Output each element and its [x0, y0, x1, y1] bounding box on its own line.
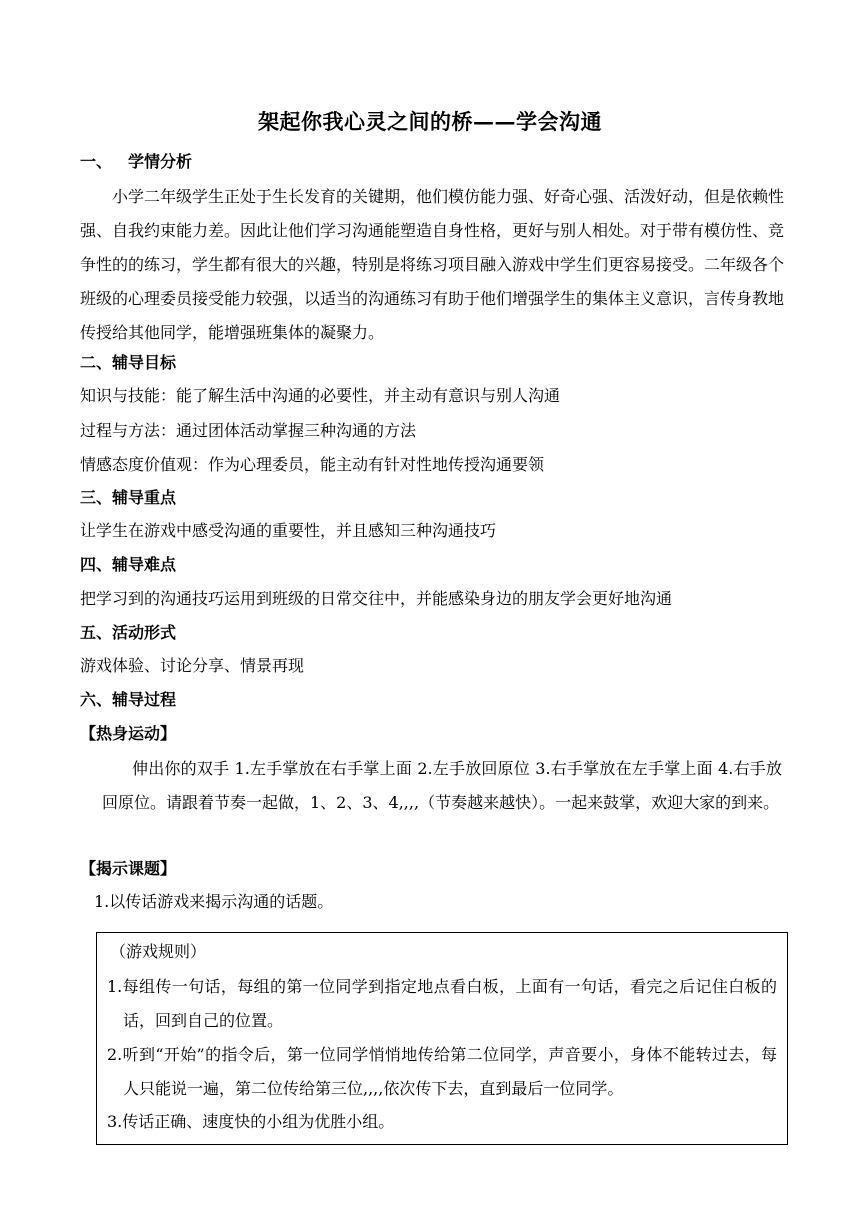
game-rules-title: （游戏规则）	[110, 942, 207, 961]
section-label: 学情分析	[128, 152, 193, 171]
goal-item-process: 过程与方法：通过团体活动掌握三种沟通的方法	[80, 421, 417, 440]
section-3-text: 让学生在游戏中感受沟通的重要性，并且感知三种沟通技巧	[80, 521, 497, 540]
goal-item-attitude: 情感态度价值观：作为心理委员，能主动有针对性地传授沟通要领	[80, 455, 545, 474]
document-title: 架起你我心灵之间的桥——学会沟通	[258, 109, 602, 134]
game-rule-item	[107, 1038, 777, 1106]
warmup-label: 【热身运动】	[80, 724, 177, 743]
section-4-text: 把学习到的沟通技巧运用到班级的日常交往中，并能感染身边的朋友学会更好地沟通	[80, 589, 673, 608]
section-number: 一、	[80, 152, 113, 171]
game-rule-item	[107, 970, 777, 1038]
game-rule-text: 3.传话正确、速度快的小组为优胜小组。	[107, 1112, 395, 1131]
section-heading-2: 二、辅导目标	[80, 353, 177, 372]
section-heading-5: 五、活动形式	[80, 623, 177, 642]
section-heading-1	[80, 151, 192, 173]
reveal-label: 【揭示课题】	[80, 859, 177, 878]
game-rule-item	[107, 1105, 777, 1139]
game-rule-text: 1.每组传一句话，每组的第一位同学到指定地点看白板，上面有一句话，看完之后记住白板的话，回到自己的位置。	[107, 977, 777, 1030]
goal-item-knowledge: 知识与技能：能了解生活中沟通的必要性，并主动有意识与别人沟通	[80, 386, 561, 405]
section-heading-3: 三、辅导重点	[80, 488, 177, 507]
section-5-text: 游戏体验、讨论分享、情景再现	[80, 656, 305, 675]
game-rule-text: 2.听到“开始”的指令后，第一位同学悄悄地传给第二位同学，声音要小，身体不能转过去，每人只能说一遍，第二位传给第三位,,,,依次传下去，直到最后一位同学。	[107, 1045, 777, 1098]
section-1-paragraph: 小学二年级学生正处于生长发育的关键期，他们模仿能力强、好奇心强、活泼好动，但是依赖性强、自我约束能力差。因此让他们学习沟通能塑造自身性格，更好与别人相处。对于带有模仿性、竞争性的的练习，学生都有很大的兴趣，特别是将练习项目融入游戏中学生们更容易接受。二年级各个班级的心理委员接受能力较强，以适当的沟通练习有助于他们增强学生的集体主义意识，言传身教地传授给其他同学，能增强班集体的凝聚力。	[80, 187, 785, 342]
section-heading-6: 六、辅导过程	[80, 690, 177, 709]
reveal-item: 1.以传话游戏来揭示沟通的话题。	[94, 892, 334, 911]
section-heading-4: 四、辅导难点	[80, 555, 177, 574]
warmup-paragraph: 伸出你的双手 1.左手掌放在右手掌上面 2.左手放回原位 3.右手掌放在左手掌上面 4.右手放回原位。请跟着节奏一起做，1、2、3、4,,,,（节奏越来越快）。一起来鼓掌，欢迎大家的到来。	[102, 759, 782, 812]
game-rules-box	[96, 932, 788, 1145]
